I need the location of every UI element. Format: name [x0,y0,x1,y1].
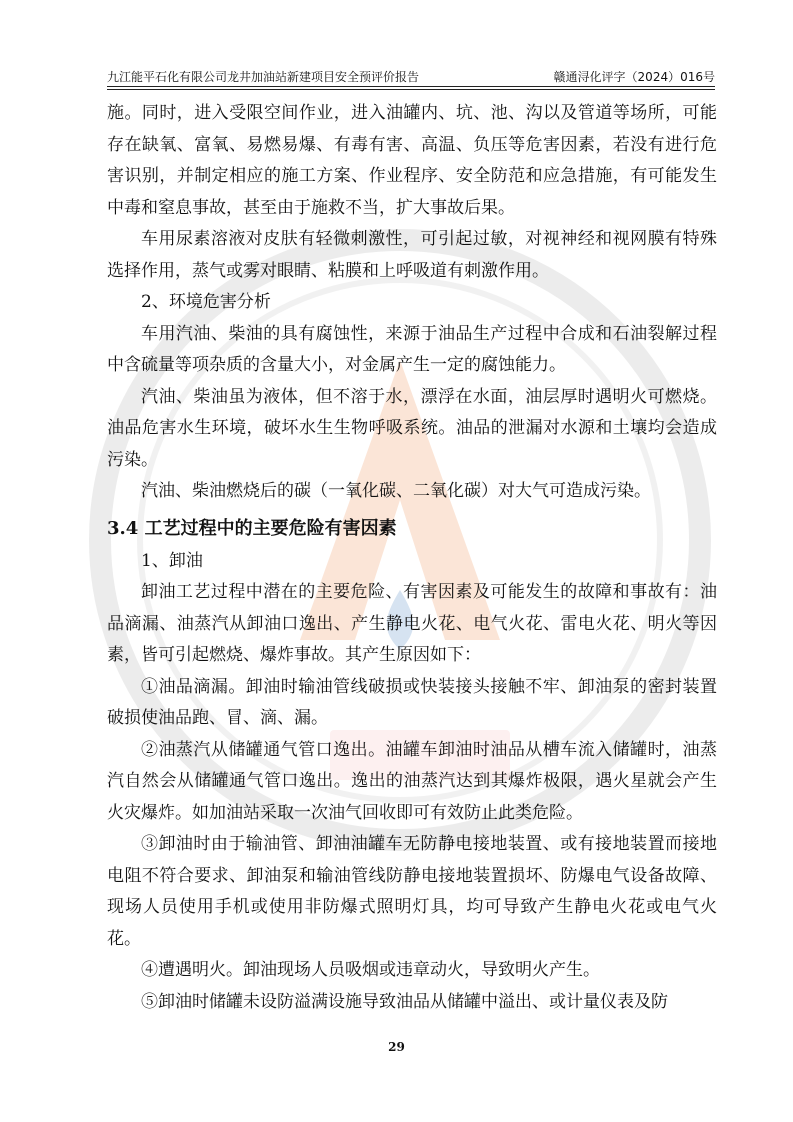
paragraph: 车用汽油、柴油的具有腐蚀性，来源于油品生产过程中合成和石油裂解过程中含硫量等项杂质的含量大小，对金属产生一定的腐蚀能力。 [107,323,717,375]
paragraph: 卸油工艺过程中潜在的主要危险、有害因素及可能发生的故障和事故有：油品滴漏、油蒸汽从卸油口逸出、产生静电火花、电气火花、雷电火花、明火等因素，皆可引起燃烧、爆炸事故。其产生原因如下： [107,582,717,665]
subheading-environment: 2、环境危害分析 [141,292,271,312]
section-heading: 3.4 工艺过程中的主要危险有害因素 [107,517,397,539]
list-item: ①油品滴漏。卸油时输油管线破损或快装接头接触不牢、卸油泵的密封装置破损使油品跑、冒、滴、漏。 [107,676,717,728]
header-report-title: 九江能平石化有限公司龙井加油站新建项目安全预评价报告 [107,70,420,84]
list-item: ③卸油时由于输油管、卸油油罐车无防静电接地装置、或有接地装置而接地电阻不符合要求、卸油泵和输油管线防静电接地装置损坏、防爆电气设备故障、现场人员使用手机或使用非防爆式照明灯具，均可导致产生静电火花或电气火花。 [107,834,717,949]
paragraph: 车用尿素溶液对皮肤有轻微刺激性，可引起过敏，对视神经和视网膜有特殊选择作用，蒸气或雾对眼睛、粘膜和上呼吸道有刺激作用。 [107,229,717,281]
header-divider [107,89,715,90]
list-item: ②油蒸汽从储罐通气管口逸出。油罐车卸油时油品从槽车流入储罐时，油蒸汽自然会从储罐通气管口逸出。逸出的油蒸汽达到其爆炸极限，遇火星就会产生火灾爆炸。如加油站采取一次油气回收即可有效防止此类危险。 [107,739,717,823]
list-item: ④遭遇明火。卸油现场人员吸烟或违章动火，导致明火产生。 [141,960,600,980]
header-report-number: 赣通浔化评字（2024）016号 [553,70,715,84]
paragraph: 汽油、柴油虽为液体，但不溶于水，漂浮在水面，油层厚时遇明火可燃烧。油品危害水生环境，破坏水生生物呼吸系统。油品的泄漏对水源和土壤均会造成污染。 [107,386,717,470]
paragraph: 施。同时，进入受限空间作业，进入油罐内、坑、池、沟以及管道等场所，可能存在缺氧、富氧、易燃易爆、有毒有害、高温、负压等危害因素，若没有进行危害识别，并制定相应的施工方案、作业程序、安全防范和应急措施，有可能发生中毒和窒息事故，甚至由于施救不当，扩大事故后果。 [107,103,717,218]
page-number: 29 [388,1040,405,1054]
paragraph: 汽油、柴油燃烧后的碳（一氧化碳、二氧化碳）对大气可造成污染。 [141,481,651,501]
subheading-unloading: 1、卸油 [141,550,203,571]
page-header [107,66,715,87]
page-body [107,98,717,1018]
list-item: ⑤卸油时储罐未设防溢满设施导致油品从储罐中溢出、或计量仪表及防 [141,991,668,1012]
